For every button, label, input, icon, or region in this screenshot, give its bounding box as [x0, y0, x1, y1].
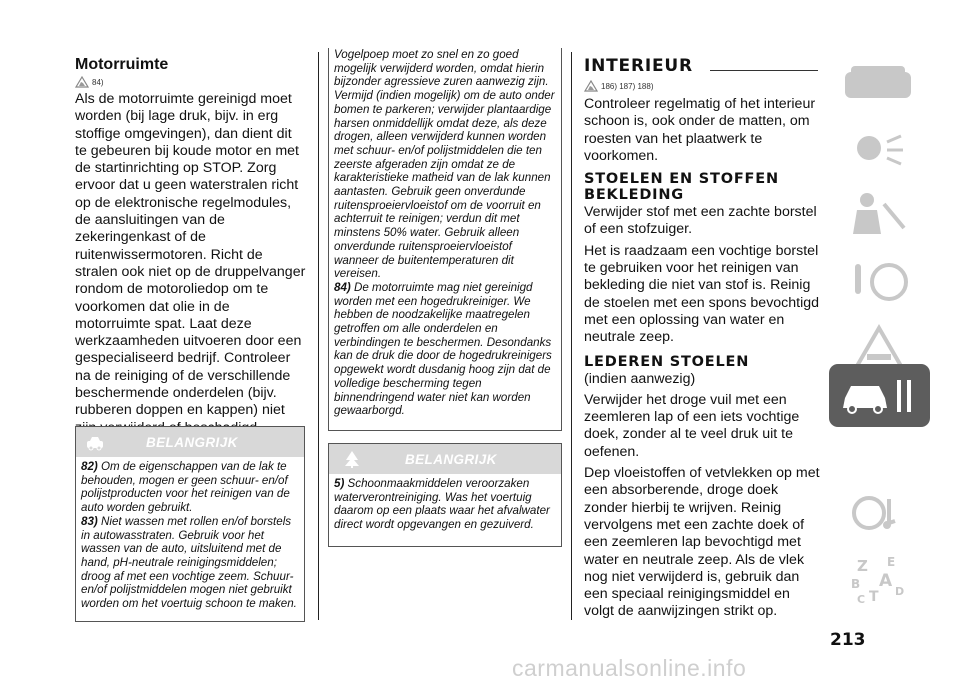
car-wash-icon: [85, 432, 105, 457]
warning-box-header: [329, 444, 561, 474]
warning-box-body: [329, 474, 561, 532]
chapter-title: INTERIEUR: [584, 56, 693, 76]
reference-84: 84): [92, 78, 104, 87]
lederen-paragraph-2: Dep vloeistoffen of vetvlekken op met een absorberende, droge doek zonder hierbij te wrijven. Reinig vervolgens met een zachte doek of een zeemleren lap bevochtigd met water en neutrale zeep. Als de vlek nog niet verwijderd is, gebruik dan een speciaal reinigingsmiddel en volgt de aanwijzingen strikt op.: [584, 465, 820, 620]
left-column: [75, 56, 307, 437]
tab-lights[interactable]: [829, 118, 930, 181]
tab-multimedia[interactable]: [829, 481, 930, 544]
stoelen-paragraph-1: Verwijder stof met een zachte borstel of een stofzuiger.: [584, 204, 817, 238]
right-column: [584, 56, 820, 621]
warning-box-header: [76, 427, 304, 457]
environment-tree-icon: [342, 449, 362, 474]
watermark: carmanualsonline.info: [512, 655, 747, 681]
tab-index[interactable]: [829, 549, 930, 612]
continued-warning-box: [328, 48, 562, 431]
section-heading-lederen: LEDEREN STOELEN: [584, 353, 750, 370]
warning-item: 83) Niet wassen met rollen en/of borstels in autowasstraten. Gebruik voor het wassen van de auto, uitsluitend met de hand, pH-neutrale reinigingsmiddelen; droog af met een vochtige zeem. Schuur- en/of polijstmiddelen mogen niet gebruikt worden om het voertuig schoon te maken.: [81, 514, 297, 611]
warning-hand-icon: [584, 79, 598, 97]
section-heading-motorruimte: Motorruimte: [75, 56, 169, 73]
tab-maintenance[interactable]: [829, 364, 930, 427]
warning-hand-icon: [75, 75, 89, 93]
page-number: 213: [830, 630, 866, 650]
tab-safety[interactable]: [829, 184, 930, 247]
title-rule: [710, 70, 818, 71]
section-heading-stoelen: STOELEN EN STOFFEN BEKLEDING: [584, 171, 779, 204]
lederen-paragraph-1: Verwijder het droge vuil met een zeemleren lap of een iets vochtige doek, zonder al te veel druk uit te oefenen.: [584, 391, 800, 460]
warning-box-body: [76, 457, 304, 611]
stoelen-paragraph-2: Het is raadzaam een vochtige borstel te gebruiken voor het reinigen van bekleding die niet van stof is. Reinig de stoelen met een spons bevochtigd met een oplossing van water en neutrale zeep.: [584, 242, 820, 346]
continued-warning-body: [329, 48, 561, 418]
interieur-intro: Controleer regelmatig of het interieur schoon is, ook onder de matten, om roesten van het plaatwerk te voorkomen.: [584, 96, 816, 164]
warning-item: 82) Om de eigenschappen van de lak te behouden, mogen er geen schuur- en/of polijstproducten voor het reinigen van de auto worden gebruikt.: [81, 460, 290, 515]
column-divider: [318, 52, 319, 620]
warning-item: 84) De motorruimte mag niet gereinigd worden met een hogedrukreiniger. We hebben de noodzakelijke maatregelen getroffen om alle onderdelen en verbindingen te beschermen. Desondanks kan de druk die door de hogedrukreinigers opgewekt wordt dusdanig hoog zijn dat de volledige bescherming tegen binnendringend water niet kan worden gewaarborgd.: [334, 280, 552, 418]
motorruimte-paragraph: Als de motorruimte gereinigd moet worden (bij lage druk, bijv. in erg stoffige omgevingen), dan dient dit te gebeuren bij koude motor en met de startinrichting op STOP. Zorg ervoor dat u geen waterstralen richt op de elektronische regelmodules, de aansluitingen van de zekeringenkast of de ruitenwissermotoren. Richt de stralen ook niet op de druppelvanger rondom de motoroliedop om te voorkomen dat olie in de motorruimte spat. Laat deze werkzaamheden uitvoeren door een gespecialiseerd bedrijf. Controleer na de reiniging of de verschillende beschermende onderdelen (bijv. rubberen doppen en kappen) niet: [75, 91, 306, 419]
reference-list: 186) 187) 188): [601, 82, 654, 91]
vogelpoep-text: Vogelpoep moet zo snel en zo goed mogelijk verwijderd worden, omdat hierin bijzonder agressieve zuren aanwezig zijn. Vermijd (indien mogelijk) om de auto onder bomen te parkeren; verwijder plantaardige harsen onmiddellijk omdat deze, als deze drogen, alleen verwijderd kunnen worden met schuur- en/of polijstmiddelen die ten zeerste afgeraden zijn omdat ze de karakteristieke matheid van de lak kunnen aantasten. Gebruik geen onverdunde ruitensproeiervloeistof om de voorruit en achterruit te reinigen; verdun dit met minstens 50% water. Gebruik alleen onverdunde ruitensproeiervloeistof wanneer de buitentemperaturen dit vereisen.: [334, 48, 555, 281]
warning-item: 5) Schoonmaakmiddelen veroorzaken waterverontreiniging. Was het voertuig daarom op een plaats waar het afvalwater direct wordt opgevangen en gezuiverd.: [334, 477, 550, 532]
tab-starting[interactable]: [829, 250, 930, 313]
index-letters-icon: Z E B A C T D: [851, 555, 905, 606]
lederen-subtitle: (indien aanwezig): [584, 370, 696, 387]
column-divider: [571, 52, 572, 620]
warning-title-left: BELANGRIJK: [146, 435, 238, 450]
warning-box-left: [75, 426, 305, 622]
warning-box-middle: [328, 443, 562, 547]
tab-dashboard[interactable]: [829, 52, 930, 115]
warning-title-middle: BELANGRIJK: [405, 452, 497, 467]
